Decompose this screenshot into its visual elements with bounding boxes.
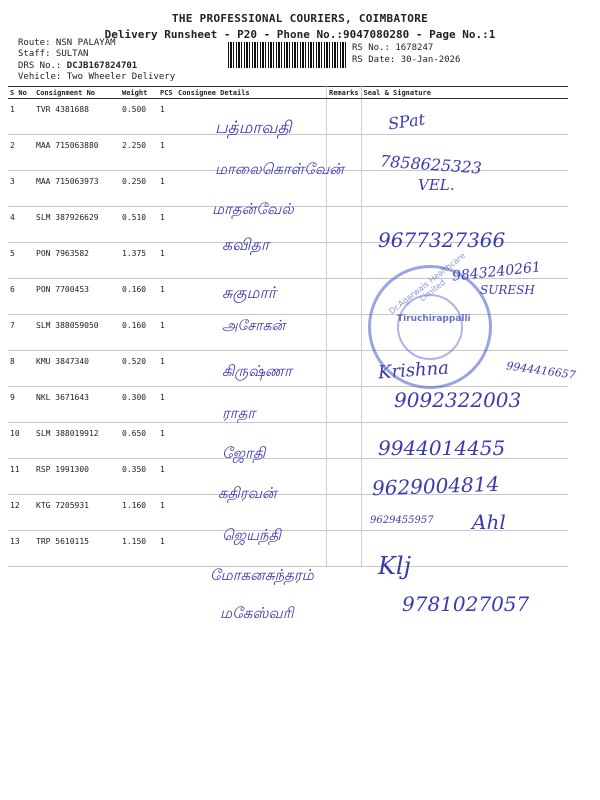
row-sno: 6 bbox=[8, 279, 34, 315]
row-consignment: PON 7963582 bbox=[34, 243, 120, 279]
route-label: Route: NSN PALAYAM bbox=[18, 38, 116, 48]
row-weight: 2.250 bbox=[120, 135, 158, 171]
row-remarks bbox=[327, 315, 362, 351]
row-consignee bbox=[176, 459, 327, 495]
table-row bbox=[8, 459, 568, 495]
row-pcs: 1 bbox=[158, 279, 176, 315]
row-seal bbox=[361, 387, 568, 423]
rs-info bbox=[352, 42, 460, 66]
hw-name-11: ஜெயந்தி bbox=[222, 526, 281, 544]
row-consignment: SLM 387926629 bbox=[34, 207, 120, 243]
row-remarks bbox=[327, 351, 362, 387]
row-pcs: 1 bbox=[158, 207, 176, 243]
row-remarks bbox=[327, 171, 362, 207]
row-pcs: 1 bbox=[158, 171, 176, 207]
hw-name-3: மாதன்வேல் bbox=[212, 200, 294, 218]
hw-phone-11: 9629455957 bbox=[370, 515, 434, 526]
row-pcs: 1 bbox=[158, 387, 176, 423]
row-seal bbox=[361, 423, 568, 459]
row-consignment: RSP 1991300 bbox=[34, 459, 120, 495]
table-row bbox=[8, 135, 568, 171]
row-pcs: 1 bbox=[158, 423, 176, 459]
hw-phone-9: 9944014455 bbox=[378, 436, 506, 460]
stamp-city: Tiruchirappalli bbox=[397, 314, 471, 324]
row-consignee bbox=[176, 207, 327, 243]
row-pcs: 1 bbox=[158, 351, 176, 387]
hw-name-8: ராதா bbox=[222, 404, 256, 422]
row-pcs: 1 bbox=[158, 135, 176, 171]
row-seal bbox=[361, 495, 568, 531]
hw-sig-11: Ahl bbox=[472, 510, 506, 534]
row-consignee bbox=[176, 171, 327, 207]
row-sno: 10 bbox=[8, 423, 34, 459]
row-pcs: 1 bbox=[158, 495, 176, 531]
row-remarks bbox=[327, 135, 362, 171]
row-weight: 0.500 bbox=[120, 99, 158, 135]
row-remarks bbox=[327, 207, 362, 243]
row-consignee bbox=[176, 351, 327, 387]
hw-vel: VEL. bbox=[418, 176, 455, 194]
stamp-org-name: Dr.Agarwals Healthcare Limited bbox=[387, 250, 468, 316]
row-consignee bbox=[176, 279, 327, 315]
row-sno: 1 bbox=[8, 99, 34, 135]
row-consignment: KTG 7205931 bbox=[34, 495, 120, 531]
table-row bbox=[8, 531, 568, 567]
col-weight: Weight bbox=[120, 87, 158, 99]
table-row bbox=[8, 207, 568, 243]
hw-phone-13: 9781027057 bbox=[402, 592, 530, 616]
table-row bbox=[8, 243, 568, 279]
barcode bbox=[228, 42, 346, 68]
runsheet-subtitle: Delivery Runsheet - P20 - Phone No.:9047080280 - Page No.:1 bbox=[104, 28, 496, 41]
row-consignment: TRP 5610115 bbox=[34, 531, 120, 567]
vehicle-label: Vehicle: Two Wheeler Delivery bbox=[18, 72, 176, 82]
row-pcs: 1 bbox=[158, 243, 176, 279]
row-sno: 13 bbox=[8, 531, 34, 567]
row-weight: 0.250 bbox=[120, 171, 158, 207]
row-remarks bbox=[327, 387, 362, 423]
hw-phone-7b: 9944416657 bbox=[505, 359, 577, 382]
row-sno: 11 bbox=[8, 459, 34, 495]
hw-name-9: ஜோதி bbox=[222, 444, 266, 462]
hw-name-1: பத்மாவதி bbox=[215, 118, 292, 138]
rs-number: RS No.: 1678247 bbox=[352, 43, 434, 53]
hw-sig-12: Klj bbox=[378, 552, 412, 580]
row-consignee bbox=[176, 387, 327, 423]
hw-sig-7: Krishna bbox=[377, 357, 450, 384]
row-seal bbox=[361, 171, 568, 207]
row-consignment: NKL 3671643 bbox=[34, 387, 120, 423]
row-sno: 7 bbox=[8, 315, 34, 351]
col-remarks: Remarks bbox=[327, 87, 362, 99]
table-header-row bbox=[8, 87, 568, 99]
row-remarks bbox=[327, 531, 362, 567]
row-consignee bbox=[176, 99, 327, 135]
col-consignee: Consignee Details bbox=[176, 87, 327, 99]
row-consignment: MAA 715063880 bbox=[34, 135, 120, 171]
hw-name-7: கிருஷ்ணா bbox=[222, 362, 292, 380]
row-consignment: MAA 715063973 bbox=[34, 171, 120, 207]
hw-phone-4: 9677327366 bbox=[378, 228, 506, 252]
row-consignee bbox=[176, 315, 327, 351]
row-seal bbox=[361, 135, 568, 171]
row-remarks bbox=[327, 279, 362, 315]
hw-sig-1: SPat bbox=[386, 109, 427, 134]
row-sno: 9 bbox=[8, 387, 34, 423]
row-sno: 4 bbox=[8, 207, 34, 243]
table-row bbox=[8, 495, 568, 531]
row-weight: 1.375 bbox=[120, 243, 158, 279]
row-sno: 8 bbox=[8, 351, 34, 387]
row-consignee bbox=[176, 531, 327, 567]
row-remarks bbox=[327, 99, 362, 135]
row-consignment: PON 7700453 bbox=[34, 279, 120, 315]
row-weight: 0.160 bbox=[120, 315, 158, 351]
drs-label: DRS No.: bbox=[18, 61, 62, 71]
row-weight: 0.650 bbox=[120, 423, 158, 459]
row-consignment: KMU 3847340 bbox=[34, 351, 120, 387]
row-seal bbox=[361, 531, 568, 567]
col-consignment: Consignment No bbox=[34, 87, 120, 99]
row-consignment: TVR 4381688 bbox=[34, 99, 120, 135]
row-weight: 1.160 bbox=[120, 495, 158, 531]
row-sno: 2 bbox=[8, 135, 34, 171]
stamp-inner-ring bbox=[397, 294, 471, 360]
healthcare-stamp bbox=[368, 250, 492, 389]
hw-phone-2: 7858625323 bbox=[379, 151, 483, 178]
row-consignee bbox=[176, 423, 327, 459]
row-remarks bbox=[327, 459, 362, 495]
hw-name-4: கவிதா bbox=[222, 235, 270, 254]
row-sno: 12 bbox=[8, 495, 34, 531]
row-consignment: SLM 388019912 bbox=[34, 423, 120, 459]
row-weight: 0.510 bbox=[120, 207, 158, 243]
hw-name-5: சுகுமார் bbox=[222, 283, 277, 302]
row-remarks bbox=[327, 243, 362, 279]
row-sno: 5 bbox=[8, 243, 34, 279]
hw-phone-5: 9843240261 bbox=[451, 259, 542, 285]
col-seal: Seal & Signature bbox=[361, 87, 568, 99]
row-weight: 0.350 bbox=[120, 459, 158, 495]
hw-phone-10: 9629004814 bbox=[371, 471, 500, 501]
hw-suresh: SURESH bbox=[480, 283, 535, 297]
drs-value: DCJB167824701 bbox=[66, 61, 138, 71]
row-weight: 0.160 bbox=[120, 279, 158, 315]
staff-label: Staff: SULTAN bbox=[18, 49, 89, 59]
hw-name-10: கதிரவன் bbox=[218, 484, 277, 502]
row-weight: 0.520 bbox=[120, 351, 158, 387]
row-sno: 3 bbox=[8, 171, 34, 207]
row-weight: 1.150 bbox=[120, 531, 158, 567]
row-weight: 0.300 bbox=[120, 387, 158, 423]
col-sno: S No bbox=[8, 87, 34, 99]
row-consignee bbox=[176, 135, 327, 171]
col-pcs: PCS bbox=[158, 87, 176, 99]
row-consignment: SLM 388059050 bbox=[34, 315, 120, 351]
row-pcs: 1 bbox=[158, 531, 176, 567]
hw-phone-8: 9092322003 bbox=[394, 388, 522, 412]
hw-name-2: மாலைகொள்வேன் bbox=[215, 160, 344, 178]
drs-number bbox=[18, 61, 137, 72]
rs-date: RS Date: 30-Jan-2026 bbox=[352, 55, 461, 65]
table-row bbox=[8, 99, 568, 135]
row-seal bbox=[361, 99, 568, 135]
row-pcs: 1 bbox=[158, 99, 176, 135]
hw-name-12: மோகனசுந்தரம் bbox=[210, 566, 314, 584]
row-consignee bbox=[176, 495, 327, 531]
row-consignee bbox=[176, 243, 327, 279]
row-seal bbox=[361, 459, 568, 495]
table-row bbox=[8, 387, 568, 423]
row-pcs: 1 bbox=[158, 315, 176, 351]
row-remarks bbox=[327, 495, 362, 531]
hw-name-13: மகேஸ்வரி bbox=[220, 604, 294, 622]
hw-name-6: அசோகன் bbox=[222, 318, 286, 334]
company-title: THE PROFESSIONAL COURIERS, COIMBATORE bbox=[171, 12, 429, 25]
row-remarks bbox=[327, 423, 362, 459]
table-row bbox=[8, 171, 568, 207]
table-row bbox=[8, 423, 568, 459]
row-seal bbox=[361, 207, 568, 243]
row-pcs: 1 bbox=[158, 459, 176, 495]
